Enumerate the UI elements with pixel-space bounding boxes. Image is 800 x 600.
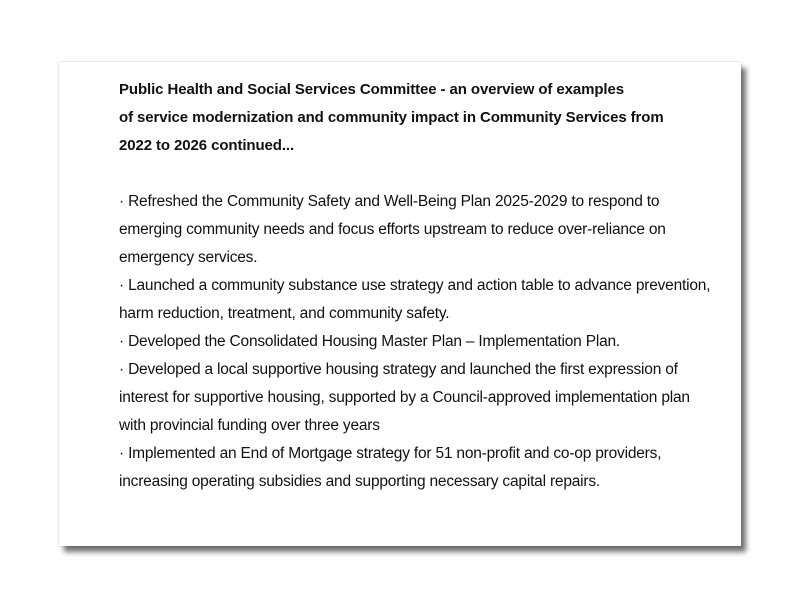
bullet-item-housing-master-plan: · Developed the Consolidated Housing Master Plan – Implementation Plan.: [119, 333, 621, 350]
slide-content: [119, 76, 719, 496]
bullet-item-end-of-mortgage: · Implemented an End of Mortgage strategy for 51 non-profit and co-op providers, increasing operating subsidies and supporting necessary capital repairs.: [119, 445, 662, 490]
bullet-item-supportive-housing: · Developed a local supportive housing strategy and launched the first expression of interest for supportive housing, supported by a Council-approved implementation plan with provincial funding over three years: [119, 361, 690, 434]
bullet-list: [119, 188, 719, 496]
heading-line-1: Public Health and Social Services Committee - an overview of examples: [119, 81, 624, 98]
bullet-item-substance-strategy: · Launched a community substance use strategy and action table to advance prevention, harm reduction, treatment, and community safety.: [119, 277, 711, 322]
bullet-item-safety-plan: · Refreshed the Community Safety and Well-Being Plan 2025-2029 to respond to emerging community needs and focus efforts upstream to reduce over-reliance on emergency services.: [119, 193, 666, 266]
slide-heading: [119, 76, 719, 160]
slide-card: [59, 62, 741, 546]
heading-line-3: 2022 to 2026 continued...: [119, 137, 295, 154]
heading-line-2: of service modernization and community impact in Community Services from: [119, 109, 664, 126]
